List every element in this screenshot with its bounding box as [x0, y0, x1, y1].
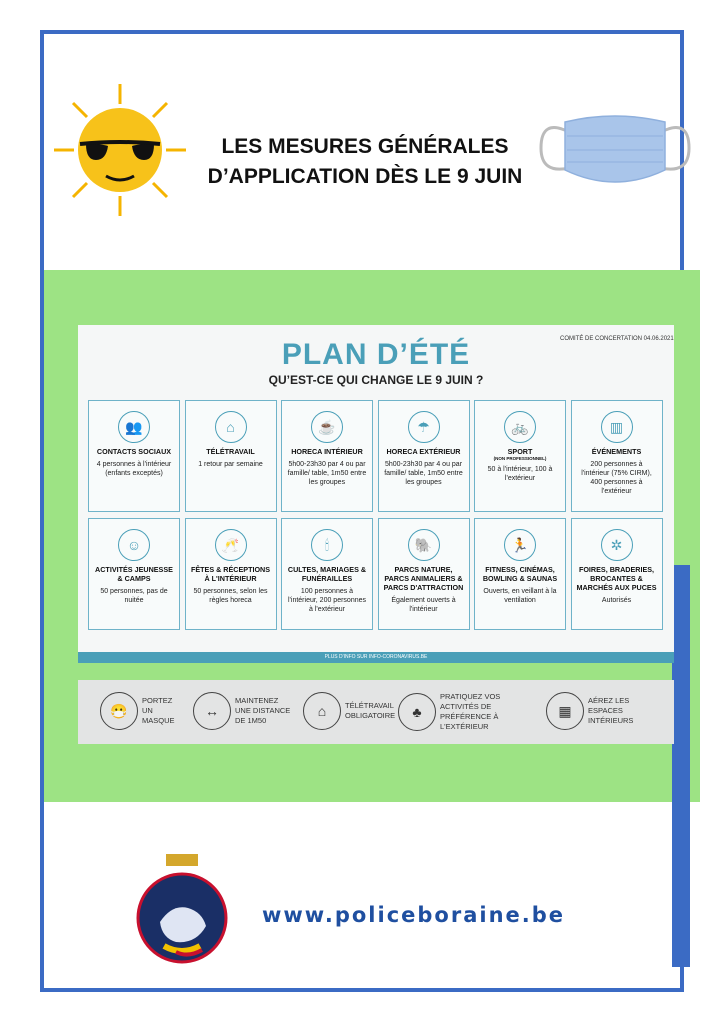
- ferris-wheel-icon: ✲: [601, 529, 633, 561]
- tile-title: TÉLÉTRAVAIL: [206, 447, 255, 456]
- tile-text: Autorisés: [601, 597, 632, 604]
- tile-text: 100 personnes à l'intérieur, 200 personnes à l'extérieur: [288, 588, 366, 613]
- house-icon: ⌂: [215, 411, 247, 443]
- champagne-icon: 🥂: [215, 529, 247, 561]
- tile-text: Également ouverts à l'intérieur: [391, 597, 456, 613]
- face-mask-icon: 😷: [100, 692, 138, 730]
- tip-item: [303, 692, 396, 730]
- title-line-2: D’APPLICATION DÈS LE 9 JUIN: [207, 165, 523, 188]
- tile-text: 1 retour par semaine: [198, 461, 263, 468]
- runner-icon: 🏃: [504, 529, 536, 561]
- distance-icon: ↔: [193, 692, 231, 730]
- cloche-icon: ☕: [311, 411, 343, 443]
- parasol-icon: ☂: [408, 411, 440, 443]
- tile-text: 5h00-23h30 par 4 ou par famille/ table, 1m50 entre les groupes: [384, 461, 463, 486]
- tip-item: [193, 692, 293, 730]
- tile: [88, 518, 180, 630]
- tile: [474, 400, 566, 512]
- police-boraine-logo: [136, 852, 228, 972]
- plan-subtitle: QU’EST-CE QUI CHANGE LE 9 JUIN ?: [268, 373, 484, 387]
- page-title: [180, 132, 550, 192]
- tile: [571, 400, 663, 512]
- tile-text: 50 personnes, selon les règles horeca: [193, 588, 268, 604]
- tile-title: HORECA INTÉRIEUR: [291, 447, 363, 456]
- tip-item: [398, 692, 538, 732]
- tip-item: [546, 692, 656, 730]
- city-icon: ▥: [601, 411, 633, 443]
- tile-text: 5h00-23h30 par 4 ou par famille/ table, 1m50 entre les groupes: [287, 461, 367, 486]
- elephant-icon: 🐘: [408, 529, 440, 561]
- title-line-1: LES MESURES GÉNÉRALES: [221, 135, 509, 158]
- tile-title: SPORT: [507, 447, 533, 456]
- tile-title: CULTES, MARIAGES & FUNÉRAILLES: [287, 565, 367, 583]
- tile-title: HORECA EXTÉRIEUR: [386, 447, 461, 456]
- face-mask-icon: [535, 98, 695, 198]
- tile-title: CONTACTS SOCIAUX: [96, 447, 172, 456]
- tile-text: 50 à l'intérieur, 100 à l'extérieur: [487, 466, 553, 482]
- tile-title: FÊTES & RÉCEPTIONS À L'INTÉRIEUR: [190, 565, 271, 583]
- tile-text: Ouverts, en veillant à la ventilation: [483, 588, 557, 604]
- tile: [571, 518, 663, 630]
- tile-title: FITNESS, CINÉMAS, BOWLING & SAUNAS: [482, 565, 558, 583]
- tile: [378, 518, 470, 630]
- tree-icon: ♣: [398, 693, 436, 731]
- blue-accent-bar: [672, 565, 690, 967]
- tile-title: PARCS NATURE, PARCS ANIMALIERS & PARCS D'ATTRACTION: [383, 565, 464, 592]
- tile-note: (NON PROFESSIONNEL): [493, 456, 547, 461]
- cyclist-icon: 🚲: [504, 411, 536, 443]
- tip-label: AÉREZ LES ESPACES INTÉRIEURS: [588, 696, 634, 725]
- tip-item: [100, 692, 180, 730]
- tile: [378, 400, 470, 512]
- tile: [185, 400, 277, 512]
- plan-title: PLAN D’ÉTÉ: [281, 338, 471, 371]
- tip-label: PRATIQUEZ VOS ACTIVITÉS DE PRÉFÉRENCE À L'EXTÉRIEUR: [440, 692, 501, 731]
- tip-label: TÉLÉTRAVAIL OBLIGATOIRE: [345, 701, 396, 720]
- sun-sunglasses-icon: [50, 80, 190, 220]
- tile-title: ÉVÉNEMENTS: [591, 447, 642, 456]
- children-icon: ☺: [118, 529, 150, 561]
- people-icon: 👥: [118, 411, 150, 443]
- house-laptop-icon: ⌂: [303, 692, 341, 730]
- candle-icon: 🕯: [311, 529, 343, 561]
- tile: [474, 518, 566, 630]
- tile-title: ACTIVITÉS JEUNESSE & CAMPS: [95, 565, 173, 583]
- tile: [281, 518, 373, 630]
- tile-text: 50 personnes, pas de nuitée: [100, 588, 168, 604]
- website-link[interactable]: www.policeboraine.be: [262, 903, 566, 927]
- tile-title: FOIRES, BRADERIES, BROCANTES & MARCHÉS AUX PUCES: [576, 565, 657, 592]
- tile-text: 200 personnes à l'intérieur (75% CIRM), 400 personnes à l'extérieur: [581, 461, 652, 495]
- card-footer: PLUS D'INFO SUR INFO-CORONAVIRUS.BE: [78, 652, 674, 663]
- tip-label: MAINTENEZ UNE DISTANCE DE 1M50: [235, 696, 291, 725]
- committee-date: COMITÉ DE CONCERTATION 04.06.2021: [560, 336, 674, 342]
- tile: [88, 400, 180, 512]
- tip-label: PORTEZ UN MASQUE: [142, 696, 175, 725]
- tile-text: 4 personnes à l'intérieur (enfants exceptés): [96, 461, 172, 477]
- tile: [281, 400, 373, 512]
- tile: [185, 518, 277, 630]
- window-icon: ▦: [546, 692, 584, 730]
